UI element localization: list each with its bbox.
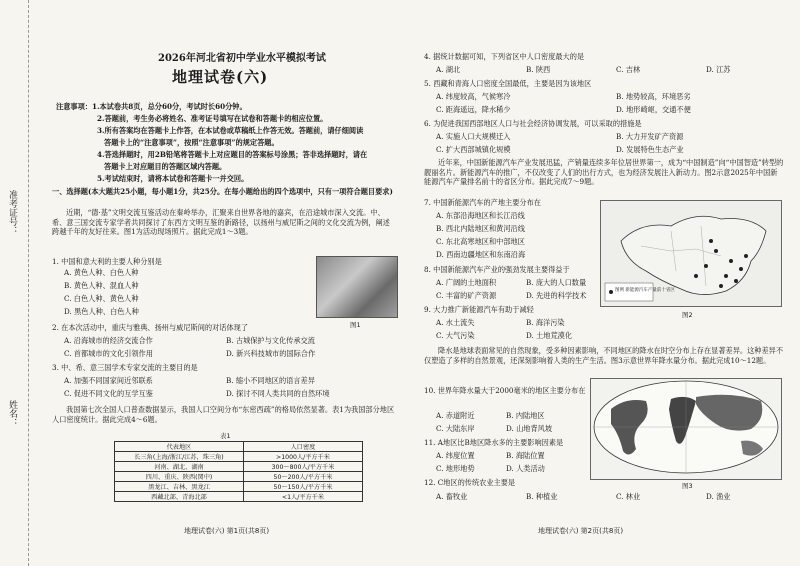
q4-option-b[interactable]: B. 陕西 <box>526 65 551 74</box>
q1-stem: 1. 中国和意大利的主要人种分别是 <box>52 257 162 266</box>
q5-option-a[interactable]: A. 纬度较高，气候寒冷 <box>436 92 511 101</box>
q9-option-c[interactable]: C. 大气污染 <box>436 331 475 340</box>
table-cell-region: 四川、重庆、陕西(関中) <box>115 472 244 482</box>
table-cell-region: 西藏北部、青海北部 <box>115 492 244 502</box>
q7-option-d[interactable]: D. 西南边疆地区和东南沿海 <box>436 250 526 259</box>
q10-option-d[interactable]: D. 山地背风坡 <box>506 424 553 433</box>
q10-option-c[interactable]: C. 大陆东岸 <box>436 424 475 433</box>
notice-2: 2.答题前，考生务必将姓名、准考证号填写在试卷和答题卡的相应位置。 <box>97 114 328 123</box>
table-cell-density: 300～800人/平方千米 <box>244 462 363 472</box>
q4-option-d[interactable]: D. 江苏 <box>706 65 731 74</box>
q7-option-b[interactable]: B. 西北内陆地区和黄河沿线 <box>436 224 525 233</box>
exam-name: 2026年河北省初中学业水平模拟考试 <box>158 53 326 64</box>
binding-margin <box>0 0 29 566</box>
notice-1: 注意事项：1.本试卷共8页，总分60分，考试时长60分钟。 <box>56 102 247 111</box>
notice-3: 3.所有答案均在答题卡上作答，在本试卷或草稿纸上作答无效。答题前，请仔细阅读 <box>97 126 364 135</box>
q12-option-b[interactable]: B. 种植业 <box>526 492 558 501</box>
page-one <box>48 0 398 566</box>
q12-option-a[interactable]: A. 畜牧业 <box>436 492 468 501</box>
q3-option-a[interactable]: A. 加强不同国家间近邻联系 <box>64 376 153 385</box>
q6-stem: 6. 为促进我国西部地区人口与社会经济协调发展，可以采取的措施是 <box>424 119 642 128</box>
page-two <box>420 0 785 566</box>
page-footer-right: 地理试卷(六) 第2页(共8页) <box>538 527 624 535</box>
q5-option-b[interactable]: B. 地势较高，环境恶劣 <box>616 92 691 101</box>
q3-option-b[interactable]: B. 缩小不同地区的语言差异 <box>226 376 315 385</box>
q1-option-c[interactable]: C. 白色人种、黄色人种 <box>64 294 139 303</box>
q12-option-d[interactable]: D. 渔业 <box>706 492 731 501</box>
q2-option-d[interactable]: D. 新兴科技城市的国际合作 <box>226 349 316 358</box>
subject-title: 地理试卷(六) <box>172 68 269 86</box>
q2-option-b[interactable]: B. 古城保护与文化传承交流 <box>226 336 315 345</box>
q11-option-d[interactable]: D. 人类活动 <box>506 464 545 473</box>
table-header-region: 代表地区 <box>115 442 244 452</box>
table-cell-density: 50～150人/平方千米 <box>244 482 363 492</box>
table-header-row <box>115 442 363 452</box>
figure-2-caption: 图2 <box>682 311 693 319</box>
q8-option-d[interactable]: D. 先进的科学技术 <box>526 291 587 300</box>
q8-option-a[interactable]: A. 广阔的土地面积 <box>436 278 497 287</box>
figure-3-caption: 图3 <box>682 482 693 490</box>
q2-option-a[interactable]: A. 沿海城市的经济交流合作 <box>64 336 153 345</box>
world-map-graphic <box>591 379 781 479</box>
q2-option-c[interactable]: C. 首都城市的文化引领作用 <box>64 349 153 358</box>
notice-3b: 答题卡上的“注意事项”，按照“注意事项”的规定答题。 <box>104 138 279 147</box>
table-cell-density: <1人/平方千米 <box>244 492 363 502</box>
q5-stem: 5. 西藏和青海人口密度全国最低，主要是因为该地区 <box>424 79 592 88</box>
q5-option-d[interactable]: D. 地形崎岖，交通不便 <box>616 105 691 114</box>
q7-option-c[interactable]: C. 东北高寒地区和中部地区 <box>436 237 525 246</box>
q6-option-d[interactable]: D. 发展特色生态产业 <box>616 145 684 154</box>
q10-stem: 10. 世界年降水量大于2000毫米的地区主要分布在 <box>424 386 586 395</box>
table-row <box>115 482 363 492</box>
q4-option-a[interactable]: A. 湖北 <box>436 65 461 74</box>
table-cell-region: 河南、湖北、湖南 <box>115 462 244 472</box>
q6-option-c[interactable]: C. 扩大西部城镇化规模 <box>436 145 511 154</box>
q10-option-a[interactable]: A. 赤道附近 <box>436 411 475 420</box>
q1-option-d[interactable]: D. 黑色人种、白色人种 <box>64 307 139 316</box>
table-cell-density: 50～200人/平方千米 <box>244 472 363 482</box>
q1-option-b[interactable]: B. 黄色人种、混血人种 <box>64 281 139 290</box>
q8-stem: 8. 中国新能源汽车产业的强劲发展主要得益于 <box>424 265 570 274</box>
q1-option-a[interactable]: A. 黄色人种、白色人种 <box>64 268 139 277</box>
table-1-caption: 表1 <box>220 432 231 440</box>
q9-stem: 9. 大力推广新能源汽车有助于减轻 <box>424 305 534 314</box>
q11-option-b[interactable]: B. 海陆位置 <box>506 451 545 460</box>
table-row <box>115 452 363 462</box>
china-ev-map <box>600 200 782 307</box>
q2-stem: 2. 在本次活动中，重庆与雅典、扬州与威尼斯间的对话体现了 <box>52 323 249 332</box>
table-row <box>115 462 363 472</box>
q3-option-c[interactable]: C. 促进不同文化的互学互鉴 <box>64 389 153 398</box>
fig2-legend: 图例 新能源汽车产量前十省区 <box>615 288 675 293</box>
q8-option-b[interactable]: B. 庞大的人口数量 <box>526 278 587 287</box>
q6-option-b[interactable]: B. 大力开发矿产资源 <box>616 132 684 141</box>
passage-4: 降水是地球表面常见的自然现象，受多种因素影响，不同地区的降水在时空分布上存在显著差异。这种差异不仅塑造了多样的自然景观，还深刻影响着人类的生产生活。图3示意世界年降水量分布。据此完成10～12题。 <box>424 346 784 365</box>
passage-2: 我国第七次全国人口普查数据显示，我国人口空间分布“东密西疏”的格局依然显著。表1为我国部分地区人口密度统计。据此完成4～6题。 <box>52 405 395 424</box>
passage-1: 近期，“德·基”文明交流互鉴活动在秦岭举办，汇聚来自世界各地的嘉宾，在沿途城市深入交流。中、希、意三国交流专家学者共同探讨了东西方文明互鉴的新路径，以扬州与威尼斯之间的文化交流为例，阐述跨越千年的友好往来。图1为活动现场照片。据此完成1～3题。 <box>52 208 390 237</box>
q8-option-c[interactable]: C. 丰富的矿产资源 <box>436 291 497 300</box>
q3-option-d[interactable]: D. 探讨不同人类共同的自然环境 <box>226 389 330 398</box>
student-name-label: 姓名： <box>7 400 17 427</box>
table-header-density: 人口密度 <box>244 442 363 452</box>
q9-option-a[interactable]: A. 水土流失 <box>436 318 475 327</box>
q11-option-a[interactable]: A. 纬度位置 <box>436 451 475 460</box>
q10-option-b[interactable]: B. 内陆地区 <box>506 411 545 420</box>
q4-option-c[interactable]: C. 吉林 <box>616 65 641 74</box>
q12-option-c[interactable]: C. 林业 <box>616 492 641 501</box>
table-row <box>115 472 363 482</box>
table-cell-density: >1000人/平方千米 <box>244 452 363 462</box>
q7-stem: 7. 中国新能源汽车的产地主要分布在 <box>424 198 541 207</box>
q4-stem: 4. 据统计数据可知，下列省区中人口密度最大的是 <box>424 52 585 61</box>
q9-option-b[interactable]: B. 海洋污染 <box>526 318 565 327</box>
page-footer-left: 地理试卷(六) 第1页(共8页) <box>184 527 270 535</box>
passage-3: 近年来，中国新能源汽车产业发展迅猛，产销量连续多年位居世界第一，成为“中国制造”向“中国智造”转型的靓丽名片。新能源汽车的推广，不仅改变了人们的出行方式，也为经济发展注入新动力。图2示意2025年中国新能源汽车产量排名前十的省区分布。据此完成7～9题。 <box>424 158 784 187</box>
q11-stem: 11. A地区比B地区降水多的主要影响因素是 <box>424 438 564 447</box>
notice-4: 4.答选择题时，用2B铅笔将答题卡上对应题目的答案标号涂黑；答非选择题时，请在 <box>97 150 368 159</box>
q11-option-c[interactable]: C. 地形地势 <box>436 464 475 473</box>
q7-option-a[interactable]: A. 东部沿海地区和长江沿线 <box>436 211 525 220</box>
exam-number-label: 准考证号： <box>7 190 17 235</box>
q6-option-a[interactable]: A. 实施人口大规模迁入 <box>436 132 511 141</box>
q12-stem: 12. C地区的传统农业主要是 <box>424 478 516 487</box>
section-heading: 一、选择题(本大题共25小题，每小题1分，共25分。在每小题给出的四个选项中，只有一项符合题目要求) <box>52 187 393 196</box>
q3-stem: 3. 中、希、意三国学术专家交流的主要目的是 <box>52 363 198 372</box>
notice-4b: 答题卡上对应题目的答题区域内答题。 <box>104 162 227 171</box>
table-row <box>115 492 363 502</box>
table-cell-region: 长三角(上海/浙江/江苏，珠三角) <box>115 452 244 462</box>
table-cell-region: 黑龙江、吉林、黑龙江 <box>115 482 244 492</box>
q9-option-d[interactable]: D. 土地荒漠化 <box>526 331 573 340</box>
world-precipitation-map <box>590 378 782 480</box>
population-density-table <box>114 441 363 502</box>
q5-option-c[interactable]: C. 距海遥远，降水稀少 <box>436 105 511 114</box>
notice-5: 5.考试结束时，请将本试卷和答题卡一并交回。 <box>97 174 249 183</box>
figure-1-caption: 图1 <box>350 321 361 329</box>
activity-photo <box>316 256 398 318</box>
